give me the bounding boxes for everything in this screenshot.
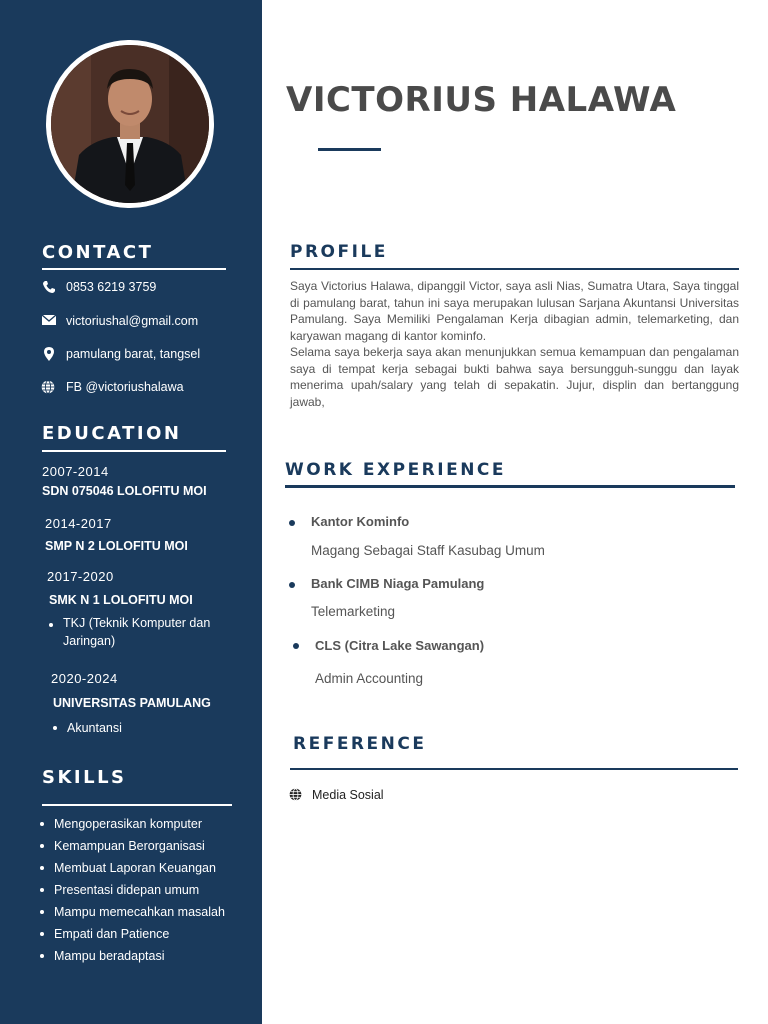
mail-icon — [42, 313, 56, 332]
bullet-dot — [289, 582, 295, 588]
edu-detail: Akuntansi — [53, 717, 233, 739]
skill-item: Membuat Laporan Keuangan — [40, 857, 250, 879]
phone-icon — [42, 280, 56, 299]
contact-divider — [42, 268, 226, 270]
skill-item: Mampu memecahkan masalah — [40, 901, 250, 923]
edu-school: SMP N 2 LOLOFITU MOI — [45, 539, 188, 553]
bullet-dot — [289, 520, 295, 526]
job-company: Bank CIMB Niaga Pamulang — [311, 576, 485, 591]
skill-item: Kemampuan Berorganisasi — [40, 835, 250, 857]
work-divider — [285, 485, 735, 488]
edu-years: 2007-2014 — [42, 464, 109, 479]
address-text: pamulang barat, tangsel — [66, 347, 201, 361]
sidebar — [0, 0, 262, 1024]
title-underline — [318, 148, 381, 151]
contact-heading: CONTACT — [42, 242, 154, 263]
profile-photo — [46, 40, 214, 208]
edu-detail: TKJ (Teknik Komputer dan Jaringan) — [49, 614, 239, 650]
job-role: Telemarketing — [311, 604, 396, 619]
job-company: CLS (Citra Lake Sawangan) — [315, 638, 485, 653]
edu-school: UNIVERSITAS PAMULANG — [53, 696, 211, 710]
edu-years: 2014-2017 — [45, 516, 112, 531]
location-icon — [42, 347, 56, 366]
profile-paragraph: Saya Victorius Halawa, dipanggil Victor, saya asli Nias, Sumatra Utara, Saya tinggal di pamulang barat, tahun ini saya merupakan lulusan Sarjana Akuntansi Universitas Pamulang. Saya Memiliki Pengalaman Kerja dibagian admin, telemarketing, dan karyawan magang di kantor kominfo. — [290, 279, 739, 343]
edu-detail-list — [49, 614, 239, 650]
email-link[interactable]: victoriushal@gmail.com — [66, 314, 199, 328]
edu-detail-list — [53, 717, 233, 739]
skill-item: Presentasi didepan umum — [40, 879, 250, 901]
job-company: Kantor Kominfo — [311, 514, 410, 529]
education-divider — [42, 450, 226, 452]
globe-icon — [289, 788, 302, 806]
reference-heading: REFERENCE — [293, 734, 427, 754]
edu-years: 2020-2024 — [51, 671, 118, 686]
skills-divider — [42, 804, 232, 806]
skill-item: Empati dan Patience — [40, 923, 250, 945]
reference-divider — [290, 768, 738, 770]
edu-years: 2017-2020 — [47, 569, 114, 584]
edu-school: SMK N 1 LOLOFITU MOI — [49, 593, 193, 607]
skills-list — [40, 813, 250, 967]
social-link[interactable]: FB @victoriushalawa — [66, 380, 184, 394]
reference-item[interactable]: Media Sosial — [312, 788, 384, 802]
work-heading: WORK EXPERIENCE — [285, 460, 507, 480]
globe-icon — [41, 380, 55, 399]
skill-item: Mampu beradaptasi — [40, 945, 250, 967]
profile-divider — [290, 268, 739, 270]
profile-text — [290, 278, 739, 410]
phone-number[interactable]: 0853 6219 3759 — [66, 280, 157, 294]
edu-school: SDN 075046 LOLOFITU MOI — [42, 484, 207, 498]
education-heading: EDUCATION — [42, 423, 182, 444]
skill-item: Mengoperasikan komputer — [40, 813, 250, 835]
skills-heading: SKILLS — [42, 767, 127, 788]
job-role: Admin Accounting — [315, 671, 424, 686]
profile-paragraph: Selama saya bekerja saya akan menunjukkan semua kemampuan dan pengalaman saya di tempat kerja sebagai bukti bahwa saya bersungguh-sunggu dan layak menerima upah/salary yang telah di sepakatin. Jujur, displin dan bertanggung jawab, — [290, 345, 739, 409]
bullet-dot — [293, 643, 299, 649]
profile-heading: PROFILE — [290, 242, 388, 262]
job-role: Magang Sebagai Staff Kasubag Umum — [311, 543, 545, 558]
page-title: VICTORIUS HALAWA — [286, 80, 677, 120]
